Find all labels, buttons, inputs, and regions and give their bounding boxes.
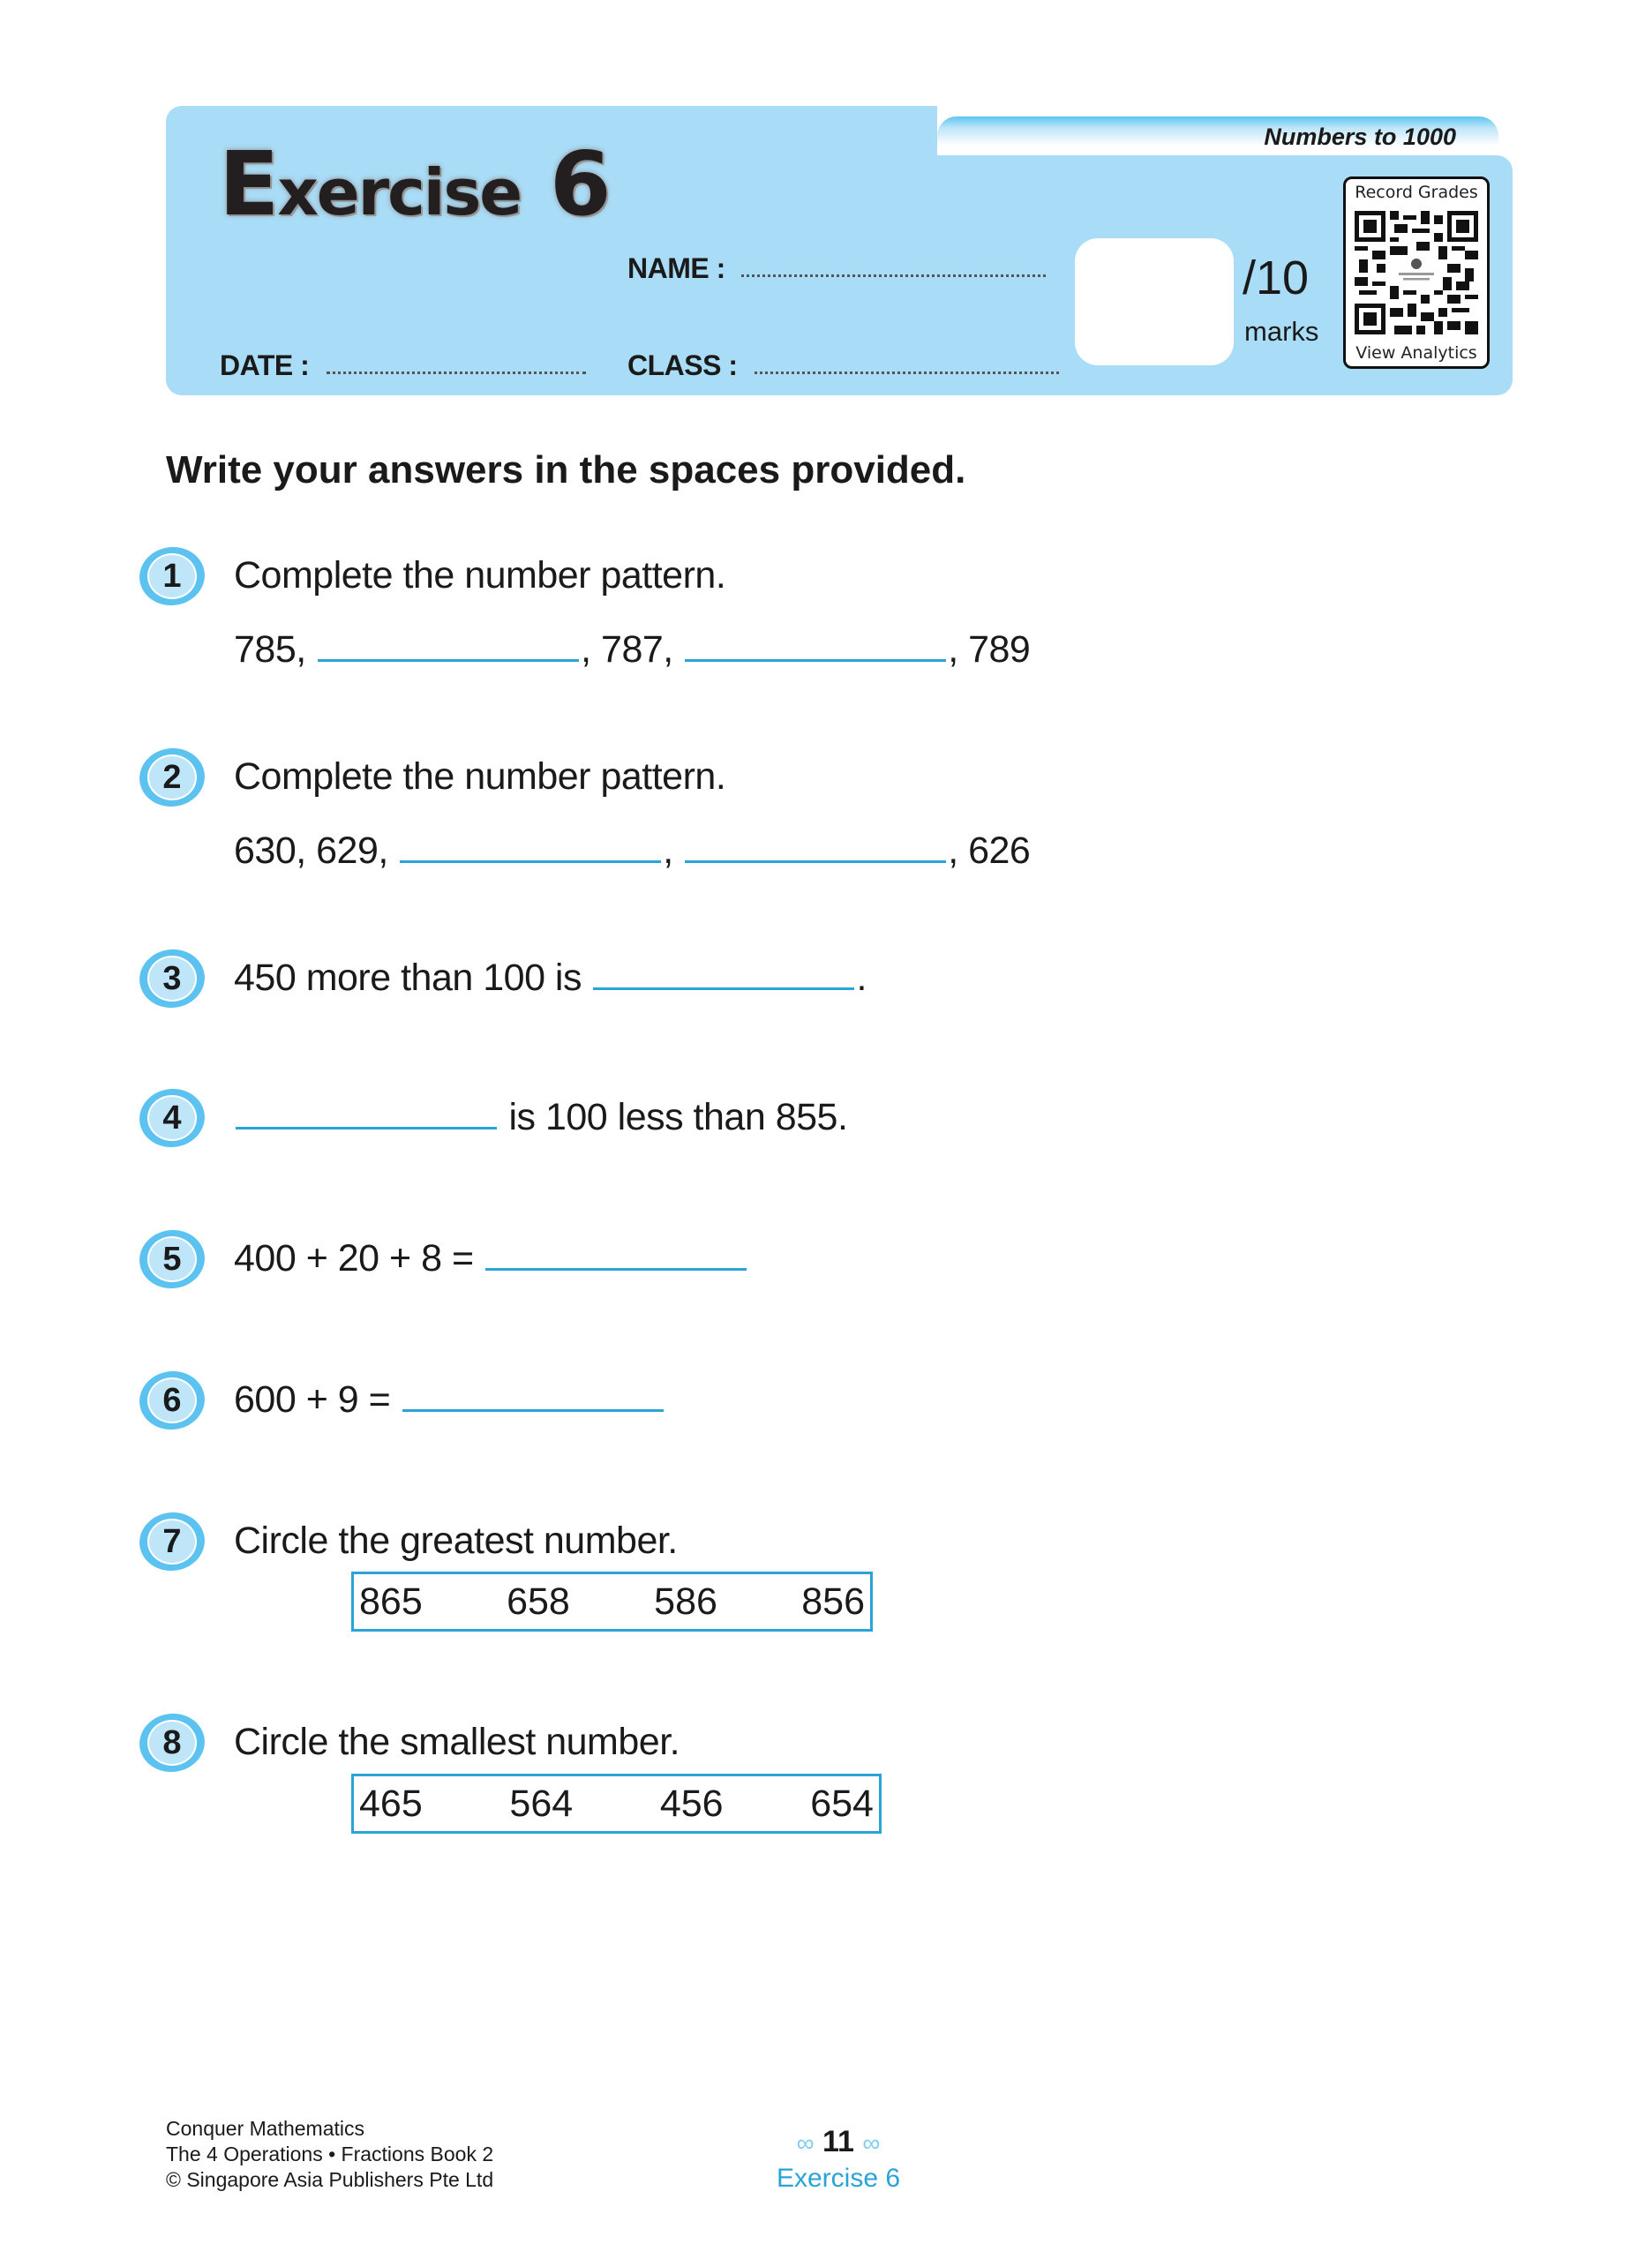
number-option[interactable]: 856 <box>801 1580 865 1623</box>
name-label: NAME : <box>627 252 725 284</box>
question-number-badge: 4 <box>139 1089 205 1147</box>
number-option[interactable]: 456 <box>659 1782 724 1825</box>
score-box[interactable] <box>1075 238 1234 365</box>
question-number-badge: 1 <box>139 547 205 605</box>
question-number-badge: 5 <box>139 1230 205 1288</box>
date-field[interactable] <box>327 371 586 374</box>
footer-book: The 4 Operations • Fractions Book 2 <box>166 2143 494 2165</box>
question-8-prompt: Circle the smallest number. <box>234 1721 680 1763</box>
answer-blank[interactable] <box>236 1127 497 1130</box>
question-1-prompt: Complete the number pattern. <box>234 554 726 597</box>
number-options-box <box>351 1774 882 1834</box>
page-number: ∞ 11 ∞ <box>796 2125 881 2158</box>
score-unit: marks <box>1244 316 1319 347</box>
number-option[interactable]: 465 <box>359 1782 423 1825</box>
number-option[interactable]: 865 <box>359 1580 423 1623</box>
exercise-number: 6 <box>549 132 610 236</box>
qr-card[interactable] <box>1343 176 1490 369</box>
number-options-box <box>351 1572 873 1632</box>
question-6-text: 600 + 9 = <box>234 1378 665 1422</box>
class-label: CLASS : <box>627 349 738 381</box>
answer-blank[interactable] <box>685 659 946 662</box>
answer-blank[interactable] <box>485 1268 747 1271</box>
question-4-text: is 100 less than 855. <box>234 1096 847 1139</box>
question-2-prompt: Complete the number pattern. <box>234 755 726 798</box>
footer-credits <box>166 2116 493 2193</box>
class-field[interactable] <box>755 371 1059 374</box>
qr-record-grades-label: Record Grades <box>1355 183 1478 202</box>
number-option[interactable]: 564 <box>509 1782 574 1825</box>
ornament-left-icon: ∞ <box>796 2129 815 2157</box>
topic-label: Numbers to 1000 <box>1264 124 1456 150</box>
instructions: Write your answers in the spaces provided. <box>166 448 966 492</box>
question-5-text: 400 + 20 + 8 = <box>234 1237 748 1280</box>
answer-blank[interactable] <box>402 1409 664 1412</box>
number-option[interactable]: 658 <box>507 1580 570 1623</box>
answer-blank[interactable] <box>593 987 854 990</box>
question-number-badge: 6 <box>139 1371 205 1430</box>
question-number-badge: 3 <box>139 949 205 1008</box>
score-total: /10 <box>1243 251 1310 304</box>
question-2-pattern: 630, 629, , , 626 <box>234 829 1031 872</box>
answer-blank[interactable] <box>685 860 946 863</box>
question-3-text: 450 more than 100 is . <box>234 957 867 999</box>
name-field[interactable] <box>741 274 1046 277</box>
footer-copyright: © Singapore Asia Publishers Pte Ltd <box>166 2168 494 2191</box>
qr-view-analytics-label: View Analytics <box>1355 343 1477 363</box>
page-title: Exercise 6 <box>219 132 610 236</box>
answer-blank[interactable] <box>318 659 579 662</box>
number-option[interactable]: 654 <box>810 1782 874 1825</box>
question-number-badge: 8 <box>139 1714 205 1772</box>
question-number-badge: 2 <box>139 748 205 807</box>
date-label: DATE : <box>220 349 310 381</box>
ornament-right-icon: ∞ <box>862 2129 881 2157</box>
footer-exercise-label: Exercise 6 <box>776 2164 901 2193</box>
answer-blank[interactable] <box>400 860 661 863</box>
footer-series: Conquer Mathematics <box>166 2117 364 2140</box>
qr-code-icon <box>1355 211 1478 334</box>
number-option[interactable]: 586 <box>654 1580 717 1623</box>
question-1-pattern: 785, , 787, , 789 <box>234 628 1031 671</box>
question-number-badge: 7 <box>139 1512 205 1571</box>
question-7-prompt: Circle the greatest number. <box>234 1520 678 1562</box>
